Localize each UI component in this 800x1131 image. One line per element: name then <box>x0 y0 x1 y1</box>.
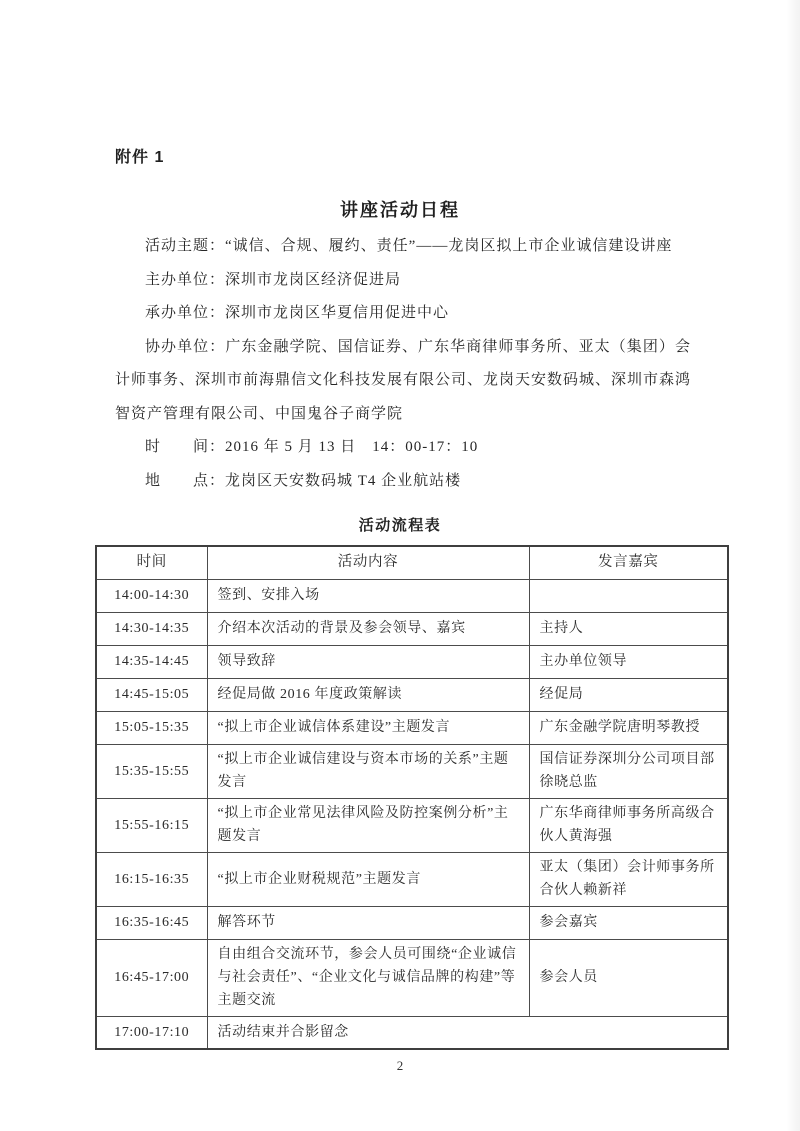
speaker-cell: 主办单位领导 <box>529 645 728 678</box>
meta-value: “诚信、合规、履约、责任”——龙岗区拟上市企业诚信建设讲座 <box>225 238 673 254</box>
content-cell: 领导致辞 <box>207 645 529 678</box>
meta-label: 活动主题： <box>145 238 226 254</box>
speaker-cell: 广东华商律师事务所高级合伙人黄海强 <box>529 798 728 852</box>
speaker-cell: 参会嘉宾 <box>529 906 728 939</box>
meta-line-organizer <box>115 264 691 298</box>
meta-line-undertaker <box>115 297 691 331</box>
meta-line-topic <box>115 230 691 264</box>
content-cell: “拟上市企业常见法律风险及防控案例分析”主题发言 <box>207 798 529 852</box>
time-cell: 14:00-14:30 <box>96 579 207 612</box>
meta-block <box>115 230 691 498</box>
content-cell: 签到、安排入场 <box>207 579 529 612</box>
time-cell: 14:35-14:45 <box>96 645 207 678</box>
speaker-cell <box>529 579 728 612</box>
meta-line-time <box>115 431 691 465</box>
time-cell: 16:35-16:45 <box>96 906 207 939</box>
table-row <box>96 798 728 852</box>
content-cell: 经促局做 2016 年度政策解读 <box>207 678 529 711</box>
meta-value: 龙岗区天安数码城 T4 企业航站楼 <box>225 472 462 489</box>
table-row <box>96 1016 728 1049</box>
meta-value: 广东金融学院、国信证券、广东华商律师事务所、亚太（集团）会计师事务、深圳市前海鼎信文化科技发展有限公司、龙岗天安数码城、深圳市森鸿智资产管理有限公司、中国鬼谷子商学院 <box>115 338 692 422</box>
meta-label: 协办单位： <box>145 338 226 355</box>
meta-value: 深圳市龙岗区经济促进局 <box>225 271 402 288</box>
table-row <box>96 645 728 678</box>
table-header-row <box>96 546 728 579</box>
table-row <box>96 939 728 1016</box>
content-cell: 解答环节 <box>207 906 529 939</box>
header-time: 时间 <box>96 546 207 579</box>
content-cell: “拟上市企业诚信体系建设”主题发言 <box>207 711 529 744</box>
header-speaker: 发言嘉宾 <box>529 546 728 579</box>
meta-line-coorganizers <box>115 331 691 432</box>
time-cell: 17:00-17:10 <box>96 1016 207 1049</box>
scan-edge-shadow <box>786 0 800 1131</box>
table-row <box>96 906 728 939</box>
table-row <box>96 711 728 744</box>
header-content: 活动内容 <box>207 546 529 579</box>
speaker-cell: 广东金融学院唐明琴教授 <box>529 711 728 744</box>
schedule-table <box>95 545 729 1050</box>
time-cell: 15:35-15:55 <box>96 744 207 798</box>
meta-label: 时 间： <box>145 439 226 455</box>
speaker-cell: 亚太（集团）会计师事务所合伙人赖新祥 <box>529 852 728 906</box>
time-cell: 14:30-14:35 <box>96 612 207 645</box>
content-cell-merged: 活动结束并合影留念 <box>207 1016 728 1049</box>
content-cell: “拟上市企业诚信建设与资本市场的关系”主题发言 <box>207 744 529 798</box>
time-cell: 16:15-16:35 <box>96 852 207 906</box>
speaker-cell: 国信证券深圳分公司项目部徐晓总监 <box>529 744 728 798</box>
meta-value: 深圳市龙岗区华夏信用促进中心 <box>225 305 450 321</box>
meta-label: 主办单位： <box>145 271 226 288</box>
table-row <box>96 612 728 645</box>
content-cell: 自由组合交流环节，参会人员可围绕“企业诚信与社会责任”、“企业文化与诚信品牌的构建”等主题交流 <box>207 939 529 1016</box>
time-cell: 15:05-15:35 <box>96 711 207 744</box>
meta-value: 2016 年 5 月 13 日 14：00-17：10 <box>225 439 479 455</box>
table-row <box>96 744 728 798</box>
table-row <box>96 678 728 711</box>
speaker-cell: 主持人 <box>529 612 728 645</box>
meta-label: 承办单位： <box>145 305 226 321</box>
time-cell: 14:45-15:05 <box>96 678 207 711</box>
time-cell: 16:45-17:00 <box>96 939 207 1016</box>
time-cell: 15:55-16:15 <box>96 798 207 852</box>
content-cell: “拟上市企业财税规范”主题发言 <box>207 852 529 906</box>
attachment-label: 附件 1 <box>115 149 165 166</box>
speaker-cell: 经促局 <box>529 678 728 711</box>
meta-line-place <box>115 465 691 499</box>
table-row <box>96 579 728 612</box>
page-title: 讲座活动日程 <box>340 200 460 220</box>
page-number: 2 <box>396 1058 404 1073</box>
schedule-table-title: 活动流程表 <box>358 518 442 534</box>
table-row <box>96 852 728 906</box>
meta-label: 地 点： <box>145 472 226 489</box>
content-cell: 介绍本次活动的背景及参会领导、嘉宾 <box>207 612 529 645</box>
speaker-cell: 参会人员 <box>529 939 728 1016</box>
